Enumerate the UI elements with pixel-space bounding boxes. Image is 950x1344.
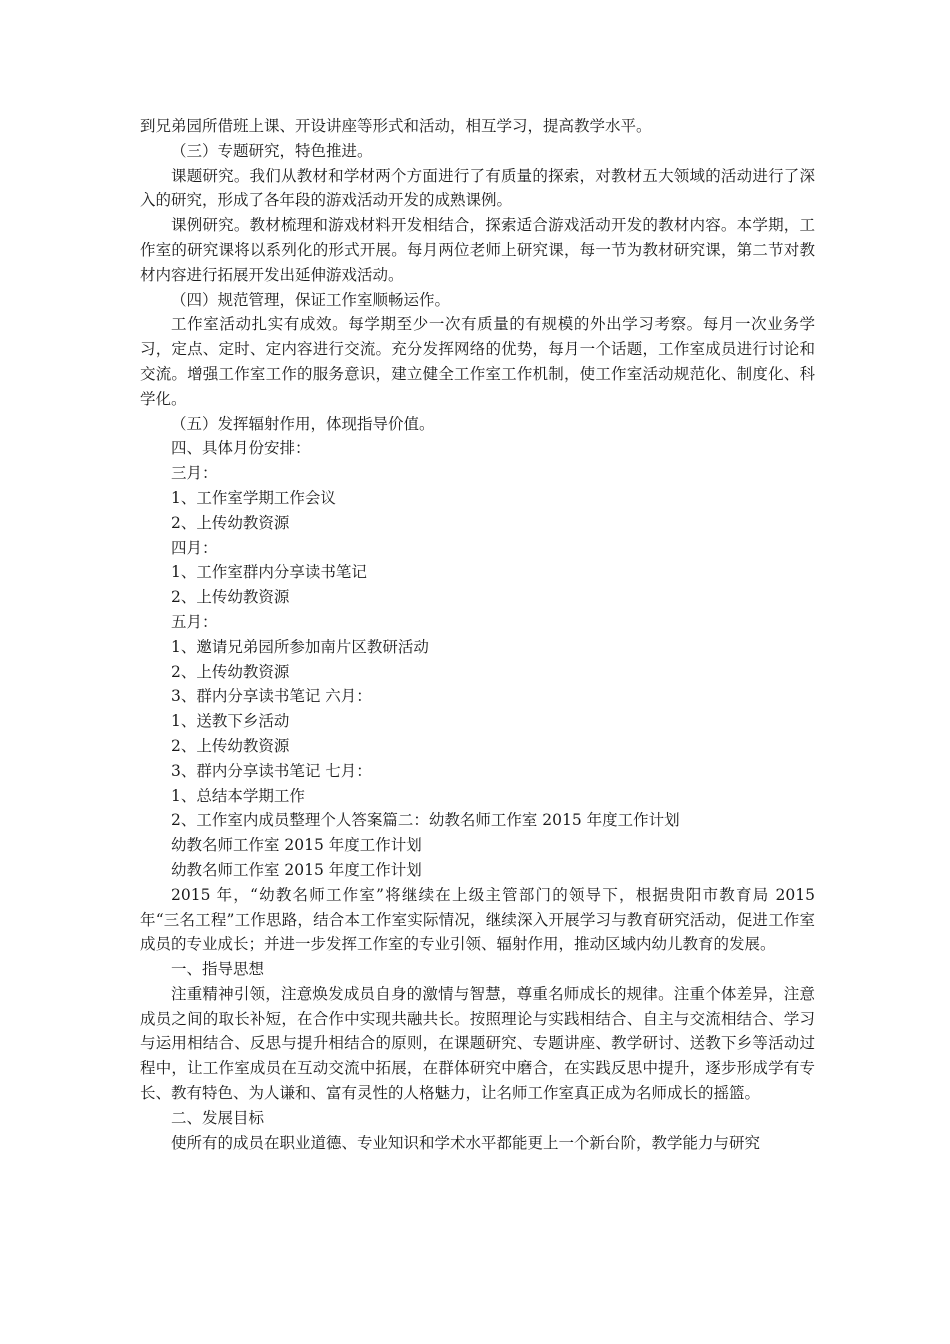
paragraph: 一、指导思想 <box>171 960 265 979</box>
paragraph: 2015 年，“幼教名师工作室”将继续在上级主管部门的领导下，根据贵阳市教育局 2015 年“三名工程”工作思路，结合本工作室实际情况，继续深入开展学习与教育研究活动，促进工作室成员的专业成长；并进一步发挥工作室的专业引领、辐射作用，推动区域内幼儿教育的发展。 <box>140 885 815 954</box>
document-body <box>140 114 815 1155</box>
paragraph: 2、上传幼教资源 <box>171 588 290 607</box>
paragraph: 2、上传幼教资源 <box>171 736 290 755</box>
paragraph: 四、具体月份安排： <box>171 439 311 458</box>
paragraph: 1、邀请兄弟园所参加南片区教研活动 <box>171 637 429 656</box>
paragraph: 幼教名师工作室 2015 年度工作计划 <box>171 860 422 879</box>
paragraph: 1、工作室群内分享读书笔记 <box>171 563 367 582</box>
paragraph: 四月： <box>171 538 218 557</box>
paragraph: 工作室活动扎实有成效。每学期至少一次有质量的有规模的外出学习考察。每月一次业务学习，定点、定时、定内容进行交流。充分发挥网络的优势，每月一个话题，工作室成员进行讨论和交流。增强工作室工作的服务意识，建立健全工作室工作机制，使工作室活动规范化、制度化、科学化。 <box>140 315 815 408</box>
paragraph: 课例研究。教材梳理和游戏材料开发相结合，探索适合游戏活动开发的教材内容。本学期，工作室的研究课将以系列化的形式开展。每月两位老师上研究课，每一节为教材研究课，第二节对教材内容进行拓展开发出延伸游戏活动。 <box>140 216 815 284</box>
paragraph: （四）规范管理，保证工作室顺畅运作。 <box>171 290 451 309</box>
paragraph: 三月： <box>171 464 218 483</box>
paragraph: 1、总结本学期工作 <box>171 786 305 805</box>
paragraph: 课题研究。我们从教材和学材两个方面进行了有质量的探索，对教材五大领域的活动进行了深入的研究，形成了各年段的游戏活动开发的成熟课例。 <box>140 166 815 210</box>
paragraph: 二、发展目标 <box>171 1108 265 1127</box>
paragraph: 五月： <box>171 612 218 631</box>
paragraph: 2、上传幼教资源 <box>171 513 290 532</box>
paragraph: （三）专题研究，特色推进。 <box>171 141 373 160</box>
paragraph: 注重精神引领，注意焕发成员自身的激情与智慧，尊重名师成长的规律。注重个体差异，注意成员之间的取长补短，在合作中实现共融共长。按照理论与实践相结合、自主与交流相结合、学习与运用相结合、反思与提升相结合的原则，在课题研究、专题讲座、教学研讨、送教下乡等活动过程中，让工作室成员在互动交流中拓展，在群体研究中磨合，在实践反思中提升，逐步形成学有专长、教有特色、为人谦和、富有灵性的人格魅力，让名师工作室真正成为名师成长的摇篮。 <box>140 984 815 1103</box>
paragraph: 3、群内分享读书笔记 六月： <box>171 687 372 706</box>
paragraph: 2、工作室内成员整理个人答案篇二：幼教名师工作室 2015 年度工作计划 <box>171 811 680 830</box>
paragraph: 到兄弟园所借班上课、开设讲座等形式和活动，相互学习，提高教学水平。 <box>140 117 652 135</box>
paragraph: （五）发挥辐射作用，体现指导价值。 <box>171 414 435 433</box>
paragraph: 使所有的成员在职业道德、专业知识和学术水平都能更上一个新台阶，教学能力与研究 <box>171 1133 761 1152</box>
paragraph: 1、工作室学期工作会议 <box>171 488 336 507</box>
paragraph: 2、上传幼教资源 <box>171 662 290 681</box>
paragraph: 1、送教下乡活动 <box>171 712 290 731</box>
paragraph: 幼教名师工作室 2015 年度工作计划 <box>171 836 422 855</box>
paragraph: 3、群内分享读书笔记 七月： <box>171 761 372 780</box>
